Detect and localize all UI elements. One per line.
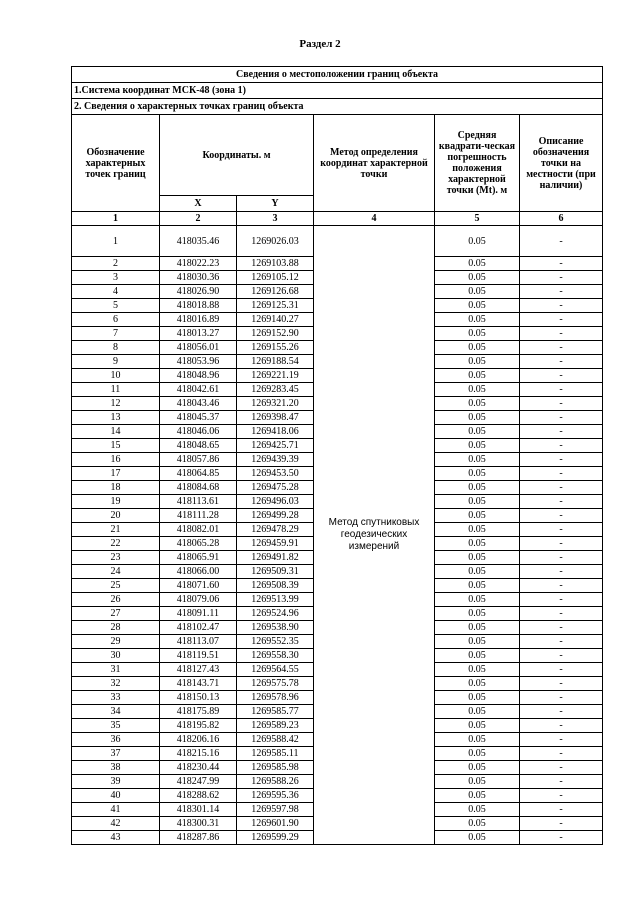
coord-x: 418119.51 xyxy=(160,649,237,663)
point-description: - xyxy=(520,803,603,817)
mean-error: 0.05 xyxy=(435,691,520,705)
coord-y: 1269453.50 xyxy=(237,467,314,481)
point-description: - xyxy=(520,705,603,719)
point-description: - xyxy=(520,831,603,845)
coord-y: 1269188.54 xyxy=(237,355,314,369)
coord-y: 1269459.91 xyxy=(237,537,314,551)
coord-x: 418045.37 xyxy=(160,411,237,425)
point-description: - xyxy=(520,467,603,481)
point-description: - xyxy=(520,355,603,369)
point-number: 11 xyxy=(72,383,160,397)
coord-x: 418018.88 xyxy=(160,299,237,313)
mean-error: 0.05 xyxy=(435,593,520,607)
point-number: 24 xyxy=(72,565,160,579)
coord-x: 418066.00 xyxy=(160,565,237,579)
header-description: Описание обозначения точки на местности (при наличии) xyxy=(520,115,603,212)
mean-error: 0.05 xyxy=(435,817,520,831)
mean-error: 0.05 xyxy=(435,481,520,495)
coord-y: 1269491.82 xyxy=(237,551,314,565)
point-description: - xyxy=(520,579,603,593)
mean-error: 0.05 xyxy=(435,775,520,789)
coord-y: 1269478.29 xyxy=(237,523,314,537)
coord-y: 1269499.28 xyxy=(237,509,314,523)
coord-y: 1269597.98 xyxy=(237,803,314,817)
point-number: 5 xyxy=(72,299,160,313)
point-number: 14 xyxy=(72,425,160,439)
point-description: - xyxy=(520,299,603,313)
coord-x: 418071.60 xyxy=(160,579,237,593)
mean-error: 0.05 xyxy=(435,551,520,565)
mean-error: 0.05 xyxy=(435,257,520,271)
mean-error: 0.05 xyxy=(435,411,520,425)
point-description: - xyxy=(520,411,603,425)
coord-x: 418287.86 xyxy=(160,831,237,845)
point-description: - xyxy=(520,565,603,579)
point-description: - xyxy=(520,775,603,789)
coord-x: 418195.82 xyxy=(160,719,237,733)
point-description: - xyxy=(520,285,603,299)
coord-y: 1269585.11 xyxy=(237,747,314,761)
coord-y: 1269589.23 xyxy=(237,719,314,733)
point-description: - xyxy=(520,341,603,355)
mean-error: 0.05 xyxy=(435,663,520,677)
coord-system-row: 1.Система координат МСК-48 (зона 1) xyxy=(72,83,603,99)
point-number: 6 xyxy=(72,313,160,327)
point-number: 35 xyxy=(72,719,160,733)
point-number: 3 xyxy=(72,271,160,285)
point-description: - xyxy=(520,495,603,509)
point-number: 39 xyxy=(72,775,160,789)
coord-y: 1269513.99 xyxy=(237,593,314,607)
column-number: 2 xyxy=(160,212,237,226)
header-point-id: Обозначение характерных точек границ xyxy=(72,115,160,212)
mean-error: 0.05 xyxy=(435,285,520,299)
coord-x: 418030.36 xyxy=(160,271,237,285)
point-number: 4 xyxy=(72,285,160,299)
coord-x: 418113.61 xyxy=(160,495,237,509)
coord-y: 1269578.96 xyxy=(237,691,314,705)
coord-y: 1269575.78 xyxy=(237,677,314,691)
mean-error: 0.05 xyxy=(435,327,520,341)
point-number: 40 xyxy=(72,789,160,803)
mean-error: 0.05 xyxy=(435,733,520,747)
coord-y: 1269221.19 xyxy=(237,369,314,383)
point-description: - xyxy=(520,327,603,341)
coord-x: 418042.61 xyxy=(160,383,237,397)
point-number: 25 xyxy=(72,579,160,593)
point-description: - xyxy=(520,439,603,453)
coord-x: 418016.89 xyxy=(160,313,237,327)
point-number: 36 xyxy=(72,733,160,747)
point-description: - xyxy=(520,537,603,551)
mean-error: 0.05 xyxy=(435,341,520,355)
point-description: - xyxy=(520,257,603,271)
mean-error: 0.05 xyxy=(435,705,520,719)
coord-x: 418230.44 xyxy=(160,761,237,775)
coord-y: 1269508.39 xyxy=(237,579,314,593)
point-description: - xyxy=(520,271,603,285)
coord-x: 418127.43 xyxy=(160,663,237,677)
header-coordinates: Координаты. м xyxy=(160,115,314,196)
point-description: - xyxy=(520,313,603,327)
coord-y: 1269140.27 xyxy=(237,313,314,327)
coord-y: 1269509.31 xyxy=(237,565,314,579)
mean-error: 0.05 xyxy=(435,537,520,551)
point-number: 27 xyxy=(72,607,160,621)
points-section-row: 2. Сведения о характерных точках границ объекта xyxy=(72,99,603,115)
coord-x: 418046.06 xyxy=(160,425,237,439)
coord-y: 1269105.12 xyxy=(237,271,314,285)
header-method: Метод определения координат характерной точки xyxy=(314,115,435,212)
mean-error: 0.05 xyxy=(435,271,520,285)
coord-y: 1269439.39 xyxy=(237,453,314,467)
coord-x: 418300.31 xyxy=(160,817,237,831)
point-description: - xyxy=(520,453,603,467)
point-description: - xyxy=(520,733,603,747)
point-number: 12 xyxy=(72,397,160,411)
point-number: 2 xyxy=(72,257,160,271)
coord-y: 1269588.42 xyxy=(237,733,314,747)
point-description: - xyxy=(520,747,603,761)
coord-x: 418102.47 xyxy=(160,621,237,635)
point-description: - xyxy=(520,607,603,621)
point-number: 33 xyxy=(72,691,160,705)
coord-y: 1269496.03 xyxy=(237,495,314,509)
mean-error: 0.05 xyxy=(435,397,520,411)
coord-x: 418026.90 xyxy=(160,285,237,299)
mean-error: 0.05 xyxy=(435,355,520,369)
point-number: 13 xyxy=(72,411,160,425)
coord-y: 1269418.06 xyxy=(237,425,314,439)
coord-x: 418065.28 xyxy=(160,537,237,551)
point-number: 21 xyxy=(72,523,160,537)
point-description: - xyxy=(520,509,603,523)
point-description: - xyxy=(520,663,603,677)
coord-y: 1269599.29 xyxy=(237,831,314,845)
point-number: 17 xyxy=(72,467,160,481)
mean-error: 0.05 xyxy=(435,467,520,481)
mean-error: 0.05 xyxy=(435,495,520,509)
coord-y: 1269103.88 xyxy=(237,257,314,271)
point-description: - xyxy=(520,817,603,831)
column-number: 6 xyxy=(520,212,603,226)
point-number: 8 xyxy=(72,341,160,355)
mean-error: 0.05 xyxy=(435,621,520,635)
mean-error: 0.05 xyxy=(435,719,520,733)
coord-x: 418065.91 xyxy=(160,551,237,565)
coord-x: 418079.06 xyxy=(160,593,237,607)
point-number: 9 xyxy=(72,355,160,369)
point-number: 20 xyxy=(72,509,160,523)
point-description: - xyxy=(520,523,603,537)
point-description: - xyxy=(520,677,603,691)
mean-error: 0.05 xyxy=(435,789,520,803)
mean-error: 0.05 xyxy=(435,761,520,775)
point-number: 38 xyxy=(72,761,160,775)
point-description: - xyxy=(520,593,603,607)
table-title: Сведения о местоположении границ объекта xyxy=(72,67,603,83)
point-description: - xyxy=(520,481,603,495)
point-description: - xyxy=(520,226,603,257)
mean-error: 0.05 xyxy=(435,226,520,257)
point-number: 1 xyxy=(72,226,160,257)
coord-y: 1269595.36 xyxy=(237,789,314,803)
coord-y: 1269321.20 xyxy=(237,397,314,411)
point-number: 34 xyxy=(72,705,160,719)
point-number: 30 xyxy=(72,649,160,663)
point-number: 32 xyxy=(72,677,160,691)
point-description: - xyxy=(520,649,603,663)
point-description: - xyxy=(520,383,603,397)
coord-x: 418301.14 xyxy=(160,803,237,817)
point-number: 22 xyxy=(72,537,160,551)
point-number: 7 xyxy=(72,327,160,341)
coord-x: 418111.28 xyxy=(160,509,237,523)
coord-x: 418082.01 xyxy=(160,523,237,537)
coord-y: 1269126.68 xyxy=(237,285,314,299)
coord-y: 1269398.47 xyxy=(237,411,314,425)
point-number: 26 xyxy=(72,593,160,607)
point-description: - xyxy=(520,635,603,649)
coord-x: 418048.96 xyxy=(160,369,237,383)
point-number: 19 xyxy=(72,495,160,509)
header-y: Y xyxy=(237,196,314,212)
point-description: - xyxy=(520,719,603,733)
point-number: 15 xyxy=(72,439,160,453)
coord-y: 1269564.55 xyxy=(237,663,314,677)
method-cell: Метод спутниковых геодезических измерений xyxy=(314,226,435,845)
column-number: 3 xyxy=(237,212,314,226)
point-description: - xyxy=(520,761,603,775)
coord-y: 1269425.71 xyxy=(237,439,314,453)
point-description: - xyxy=(520,789,603,803)
coord-x: 418084.68 xyxy=(160,481,237,495)
coord-x: 418048.65 xyxy=(160,439,237,453)
coord-x: 418056.01 xyxy=(160,341,237,355)
mean-error: 0.05 xyxy=(435,383,520,397)
point-number: 18 xyxy=(72,481,160,495)
point-number: 37 xyxy=(72,747,160,761)
coord-x: 418247.99 xyxy=(160,775,237,789)
coord-y: 1269475.28 xyxy=(237,481,314,495)
point-description: - xyxy=(520,397,603,411)
mean-error: 0.05 xyxy=(435,747,520,761)
header-mean-error: Средняя квадрати-ческая погрешность положения характерной точки (Mt). м xyxy=(435,115,520,212)
point-description: - xyxy=(520,425,603,439)
coord-y: 1269558.30 xyxy=(237,649,314,663)
mean-error: 0.05 xyxy=(435,313,520,327)
coord-x: 418043.46 xyxy=(160,397,237,411)
mean-error: 0.05 xyxy=(435,649,520,663)
coord-y: 1269585.77 xyxy=(237,705,314,719)
coord-y: 1269601.90 xyxy=(237,817,314,831)
coord-x: 418057.86 xyxy=(160,453,237,467)
mean-error: 0.05 xyxy=(435,677,520,691)
point-description: - xyxy=(520,691,603,705)
column-number: 1 xyxy=(72,212,160,226)
point-number: 23 xyxy=(72,551,160,565)
coord-x: 418091.11 xyxy=(160,607,237,621)
coord-x: 418022.23 xyxy=(160,257,237,271)
mean-error: 0.05 xyxy=(435,299,520,313)
coord-y: 1269585.98 xyxy=(237,761,314,775)
coord-x: 418150.13 xyxy=(160,691,237,705)
coord-x: 418143.71 xyxy=(160,677,237,691)
coord-y: 1269125.31 xyxy=(237,299,314,313)
coord-x: 418215.16 xyxy=(160,747,237,761)
point-number: 29 xyxy=(72,635,160,649)
coord-x: 418064.85 xyxy=(160,467,237,481)
coord-y: 1269155.26 xyxy=(237,341,314,355)
point-number: 41 xyxy=(72,803,160,817)
point-description: - xyxy=(520,369,603,383)
coord-x: 418013.27 xyxy=(160,327,237,341)
coord-x: 418288.62 xyxy=(160,789,237,803)
mean-error: 0.05 xyxy=(435,425,520,439)
mean-error: 0.05 xyxy=(435,579,520,593)
table-row xyxy=(72,226,603,257)
point-number: 42 xyxy=(72,817,160,831)
header-x: X xyxy=(160,196,237,212)
coord-x: 418053.96 xyxy=(160,355,237,369)
mean-error: 0.05 xyxy=(435,509,520,523)
point-number: 43 xyxy=(72,831,160,845)
column-number: 5 xyxy=(435,212,520,226)
point-number: 10 xyxy=(72,369,160,383)
coord-x: 418206.16 xyxy=(160,733,237,747)
coord-y: 1269283.45 xyxy=(237,383,314,397)
coord-y: 1269152.90 xyxy=(237,327,314,341)
coord-y: 1269026.03 xyxy=(237,226,314,257)
point-number: 28 xyxy=(72,621,160,635)
point-description: - xyxy=(520,551,603,565)
coord-x: 418175.89 xyxy=(160,705,237,719)
mean-error: 0.05 xyxy=(435,439,520,453)
point-description: - xyxy=(520,621,603,635)
point-number: 16 xyxy=(72,453,160,467)
coord-y: 1269552.35 xyxy=(237,635,314,649)
column-number: 4 xyxy=(314,212,435,226)
mean-error: 0.05 xyxy=(435,635,520,649)
mean-error: 0.05 xyxy=(435,453,520,467)
point-number: 31 xyxy=(72,663,160,677)
section-title: Раздел 2 xyxy=(299,38,341,50)
mean-error: 0.05 xyxy=(435,369,520,383)
coord-y: 1269588.26 xyxy=(237,775,314,789)
mean-error: 0.05 xyxy=(435,565,520,579)
mean-error: 0.05 xyxy=(435,607,520,621)
coord-y: 1269538.90 xyxy=(237,621,314,635)
mean-error: 0.05 xyxy=(435,523,520,537)
coord-x: 418035.46 xyxy=(160,226,237,257)
mean-error: 0.05 xyxy=(435,803,520,817)
coord-x: 418113.07 xyxy=(160,635,237,649)
mean-error: 0.05 xyxy=(435,831,520,845)
coord-y: 1269524.96 xyxy=(237,607,314,621)
boundary-points-table xyxy=(71,66,603,845)
